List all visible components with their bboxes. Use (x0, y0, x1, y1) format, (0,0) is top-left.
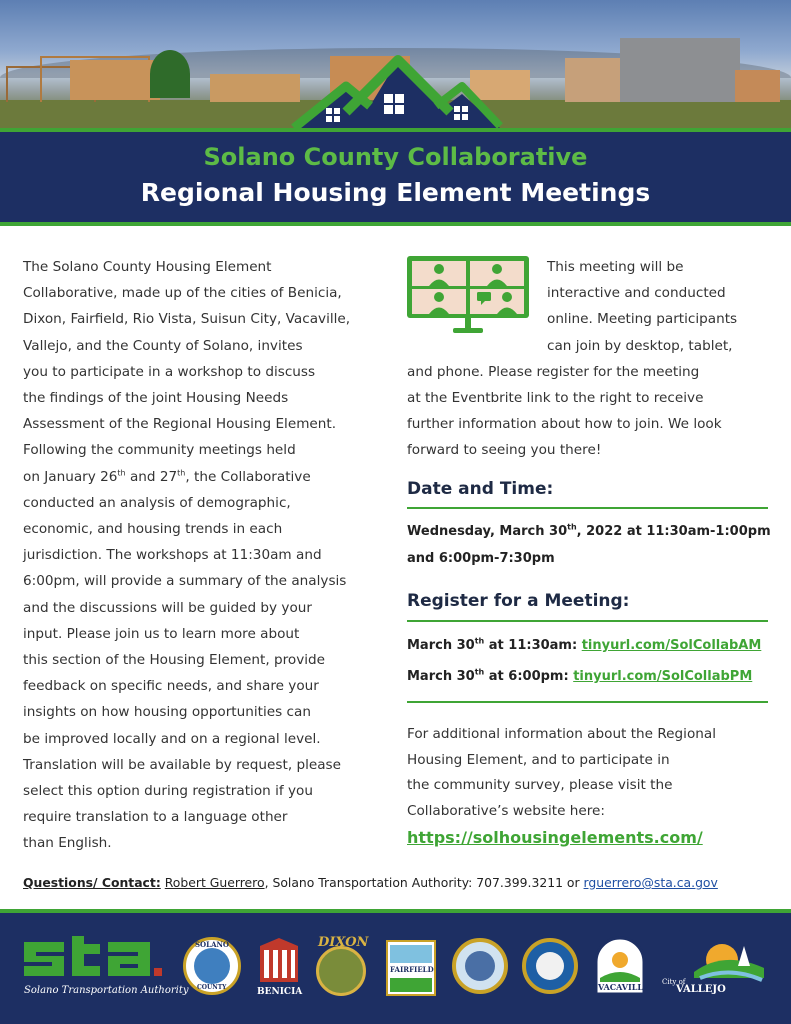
divider (407, 701, 768, 703)
seal-center (465, 951, 495, 981)
text-line: require translation to a language other (23, 809, 288, 826)
text-line: forward to seeing you there! (407, 442, 602, 459)
register-pm-link[interactable]: tinyurl.com/SolCollabPM (573, 669, 753, 684)
text-line: this section of the Housing Element, provide (23, 652, 326, 669)
contact-email-link[interactable]: rguerrero@sta.ca.gov (583, 875, 718, 890)
seal-center (194, 948, 230, 984)
text-line: Housing Element, and to participate in (407, 751, 670, 768)
text-line-dates (23, 464, 389, 490)
date-line-2: and 6:00pm-7:30pm (407, 551, 555, 566)
register-am-link[interactable]: tinyurl.com/SolCollabAM (581, 638, 762, 653)
text-fragment: , 2022 at 11:30am-1:00pm (576, 524, 771, 539)
text-line: Translation will be available by request, please (23, 756, 342, 773)
text-fragment: at 6:00pm: (484, 669, 574, 684)
text-line: insights on how housing opportunities can (23, 704, 311, 721)
text-line: you to participate in a workshop to discuss (23, 363, 316, 380)
text-line: Collaborative’s website here: (407, 802, 605, 819)
ordinal-suffix: th (474, 667, 485, 677)
text-fragment: March 30 (407, 669, 475, 684)
additional-info (407, 722, 777, 824)
text-line: online. Meeting participants (547, 311, 738, 328)
register-pm-line (407, 669, 752, 684)
register-heading: Register for a Meeting: (407, 591, 630, 611)
house (70, 60, 160, 100)
text-line: interactive and conducted (547, 285, 726, 302)
contact-line (23, 875, 718, 890)
contact-org-phone: , Solano Transportation Authority: 707.399.3211 or (264, 875, 584, 890)
text-line: feedback on specific needs, and share your (23, 678, 319, 695)
intro-right (407, 254, 777, 464)
text-line: and phone. Please register for the meeting (407, 363, 700, 380)
text-line: be improved locally and on a regional level. (23, 730, 321, 747)
website-link[interactable]: https://solhousingelements.com/ (407, 828, 703, 847)
title-line-1: Solano County Collaborative (203, 143, 588, 171)
dixon-logo (316, 946, 366, 996)
text-line: the findings of the joint Housing Needs (23, 390, 289, 407)
text-line: The Solano County Housing Element (23, 259, 272, 275)
text-line: This meeting will be (547, 259, 684, 275)
hero-photo (0, 0, 791, 128)
vallejo-logo (684, 938, 768, 988)
sta-logo (24, 936, 172, 980)
text-line: than English. (23, 835, 112, 852)
benicia-label: BENICIA (257, 987, 303, 997)
house (565, 58, 620, 102)
ordinal-suffix: th (177, 468, 186, 478)
divider (407, 507, 768, 509)
text-line: Assessment of the Regional Housing Element. (23, 416, 337, 433)
house (735, 70, 780, 102)
vallejo-label: VALLEJO (676, 984, 726, 995)
house-logo-icon (286, 50, 506, 128)
text-line: economic, and housing trends in each (23, 521, 283, 538)
title-line-2: Regional Housing Element Meetings (140, 178, 651, 207)
divider (407, 620, 768, 622)
text-line: conducted an analysis of demographic, (23, 494, 291, 511)
text-line: select this option during registration if you (23, 783, 313, 800)
ordinal-suffix: th (474, 636, 485, 646)
intro-left (23, 254, 389, 857)
register-am-line (407, 638, 761, 653)
vacaville-label: VACAVILLE (598, 982, 650, 992)
text-line: Collaborative, made up of the cities of Benicia, (23, 285, 342, 302)
text-fragment: , the Collaborative (185, 468, 311, 485)
ordinal-suffix: th (567, 522, 577, 532)
text-fragment: Wednesday, March 30 (407, 524, 568, 539)
contact-label: Questions/ Contact: (23, 875, 161, 890)
text-line: Vallejo, and the County of Solano, invites (23, 337, 303, 354)
vallejo-city-of: City of (662, 978, 686, 986)
text-fragment: March 30 (407, 638, 475, 653)
solano-sub: COUNTY (197, 984, 227, 991)
house (620, 38, 740, 102)
date-time-heading: Date and Time: (407, 479, 554, 499)
text-line: further information about how to join. We look (407, 416, 722, 433)
fairfield-sky (390, 945, 432, 963)
text-line: at the Eventbrite link to the right to receive (407, 390, 704, 407)
text-fragment: and 27 (125, 468, 178, 485)
text-line: 6:00pm, will provide a summary of the analysis (23, 573, 347, 590)
sta-subtitle: Solano Transportation Authority (24, 985, 189, 996)
tree (150, 50, 190, 98)
text-fragment: on January 26 (23, 468, 118, 485)
solano-label: SOLANO (195, 940, 230, 949)
dixon-label: DIXON (318, 935, 369, 950)
ordinal-suffix: th (117, 468, 126, 478)
text-line: jurisdiction. The workshops at 11:30am and (23, 547, 322, 564)
text-line: and the discussions will be guided by your (23, 599, 312, 616)
text-line: can join by desktop, tablet, (547, 337, 733, 354)
text-line: Following the community meetings held (23, 442, 296, 459)
text-line: Dixon, Fairfield, Rio Vista, Suisun City, Vacaville, (23, 311, 351, 328)
contact-name-link[interactable]: Robert Guerrero (164, 875, 265, 890)
fairfield-field (390, 978, 432, 992)
text-fragment: at 11:30am: (484, 638, 582, 653)
benicia-building-logo (256, 936, 302, 984)
text-line: input. Please join us to learn more about (23, 625, 300, 642)
seal-center (536, 952, 564, 980)
text-line: the community survey, please visit the (407, 777, 673, 793)
date-line-1 (407, 524, 771, 539)
text-line: For additional information about the Regional (407, 726, 716, 742)
fairfield-label: FAIRFIELD (390, 965, 434, 974)
